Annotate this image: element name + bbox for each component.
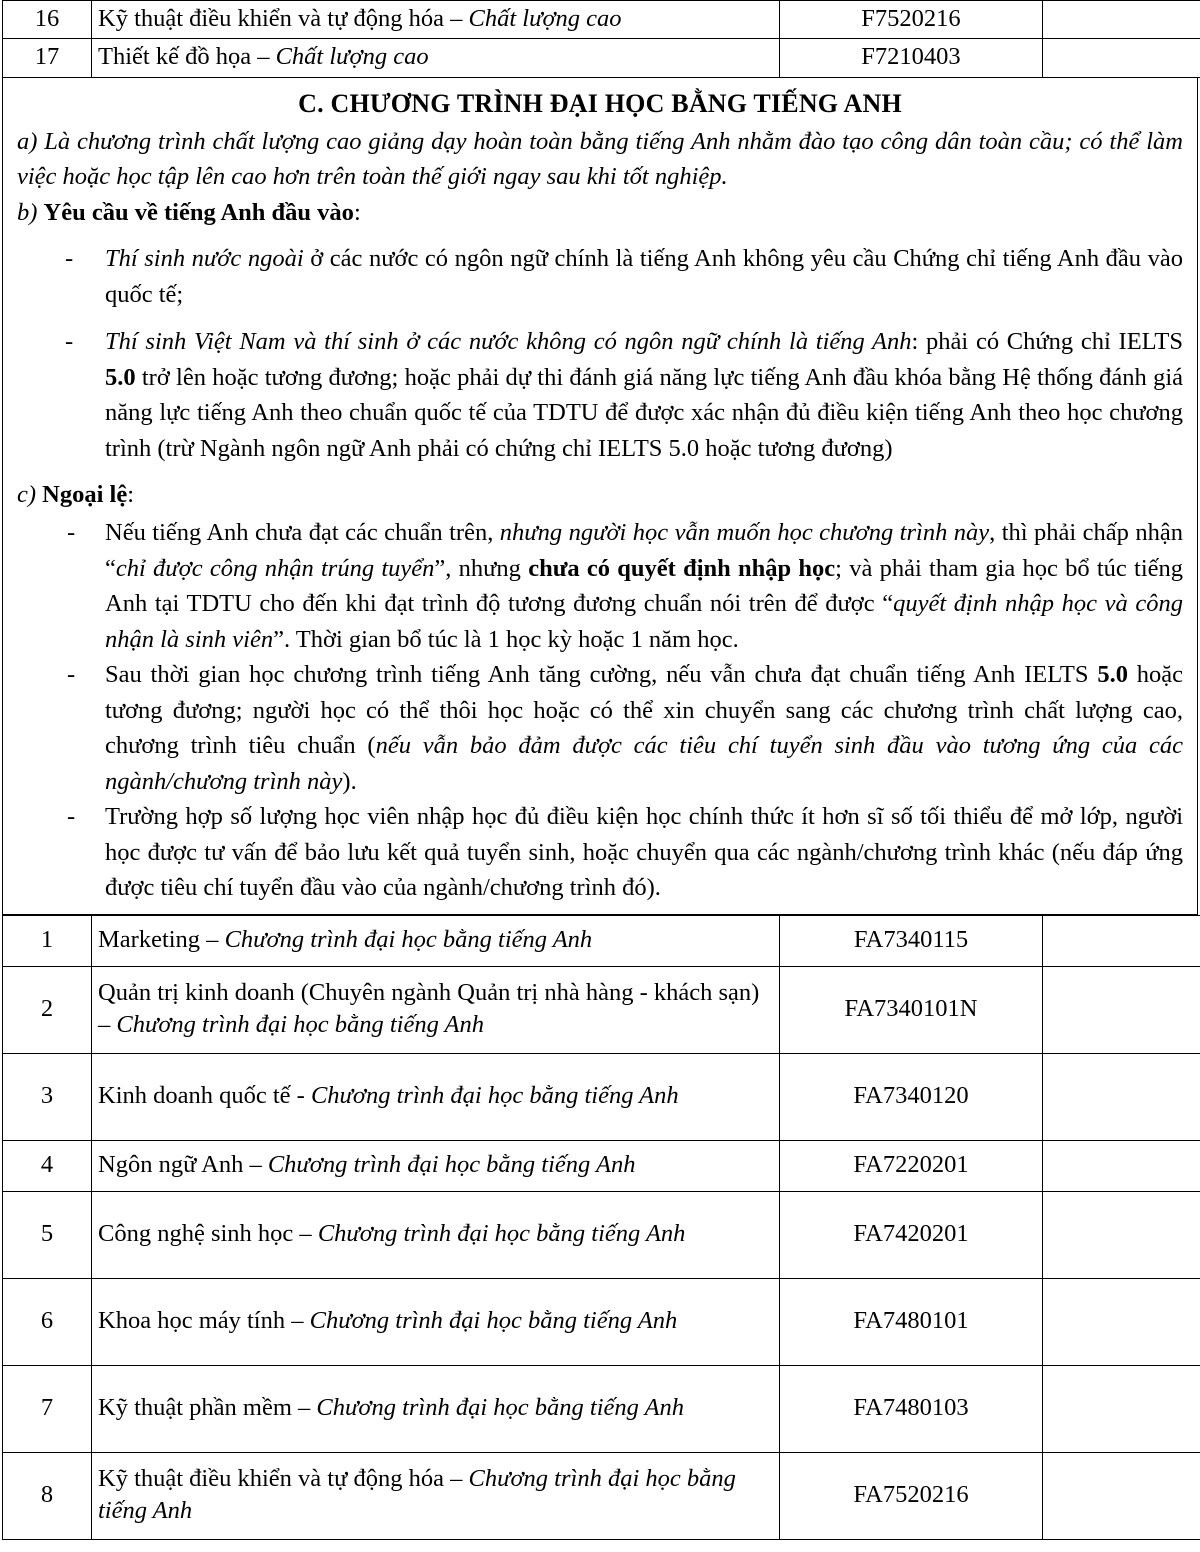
program-name-plain: Kỹ thuật phần mềm – bbox=[98, 1394, 317, 1422]
program-name-plain: Khoa học máy tính – bbox=[98, 1307, 310, 1335]
row-extra-cell bbox=[1043, 1365, 1200, 1452]
list-item bbox=[17, 515, 1183, 657]
program-name-italic: Chương trình đại học bằng tiếng Anh bbox=[317, 1220, 686, 1248]
program-name-italic: Chất lượng cao bbox=[275, 43, 429, 71]
bullet-rest-1: : phải có Chứng chỉ IELTS bbox=[911, 328, 1183, 356]
majors-table-english-program bbox=[2, 915, 1200, 1540]
program-name-italic: Chương trình đại học bằng tiếng Anh bbox=[116, 1010, 484, 1038]
row-extra-cell bbox=[1043, 1140, 1200, 1191]
paragraph-b-marker: b) bbox=[17, 199, 44, 227]
row-extra-cell bbox=[1043, 1278, 1200, 1365]
paragraph-c-heading bbox=[17, 478, 1183, 513]
row-number: 3 bbox=[3, 1053, 92, 1140]
row-extra-cell bbox=[1043, 39, 1200, 77]
row-program-code: FA7220201 bbox=[780, 1140, 1043, 1191]
table-row bbox=[3, 1, 1200, 39]
row-number: 2 bbox=[3, 966, 92, 1053]
bullet-rest-2: trở lên hoặc tương đương; hoặc phải dự thi đánh giá năng lực tiếng Anh đầu khóa bằng Hệ thống đánh giá năng lực tiếng Anh theo chuẩn quốc tế của TDTU để được xác nhận đủ điều kiện tiếng Anh theo học chương trình (trừ Ngành ngôn ngữ Anh phải có chứng chỉ IELTS 5.0 hoặc tương đương) bbox=[105, 363, 1183, 462]
bullet-text-4: ; và phải tham gia học bổ túc tiếng Anh tại TDTU cho đến khi đạt trình độ tương đương chuẩn nói trên để được “ bbox=[105, 554, 1184, 618]
paragraph-b-bold: Yêu cầu về tiếng Anh đầu vào bbox=[43, 199, 354, 227]
row-number: 17 bbox=[3, 39, 92, 77]
row-extra-cell bbox=[1043, 1191, 1200, 1278]
bullet-italic-lead: Thí sinh Việt Nam và thí sinh ở các nước không có ngôn ngữ chính là tiếng Anh bbox=[105, 328, 912, 356]
program-name-plain: Công nghệ sinh học – bbox=[98, 1220, 318, 1248]
program-name-plain: Ngôn ngữ Anh – bbox=[98, 1151, 268, 1179]
table-row bbox=[3, 966, 1200, 1053]
bullet-bold-1: chưa có quyết định nhập học bbox=[528, 554, 836, 582]
row-number: 6 bbox=[3, 1278, 92, 1365]
bullet-text-3: ”, nhưng bbox=[434, 554, 529, 582]
row-program-code: FA7340115 bbox=[780, 915, 1043, 966]
dash-bullet-icon: - bbox=[67, 803, 76, 831]
row-program-code: FA7340101N bbox=[780, 966, 1043, 1053]
program-name-italic: Chương trình đại học bằng tiếng Anh bbox=[267, 1151, 636, 1179]
list-item bbox=[17, 657, 1183, 799]
row-extra-cell bbox=[1043, 915, 1200, 966]
bullet-bold-score: 5.0 bbox=[105, 363, 136, 391]
bullet-list-b bbox=[17, 241, 1183, 466]
dash-bullet-icon: - bbox=[67, 519, 76, 547]
row-extra-cell bbox=[1043, 1, 1200, 39]
bullet-rest: ở các nước có ngôn ngữ chính là tiếng Anh không yêu cầu Chứng chỉ tiếng Anh đầu vào quốc tế; bbox=[105, 245, 1183, 308]
list-item bbox=[17, 241, 1183, 312]
bullet-text-1: Sau thời gian học chương trình tiếng Anh tăng cường, nếu vẫn chưa đạt chuẩn tiếng Anh IELTS bbox=[105, 661, 1098, 689]
bullet-text-1: Nếu tiếng Anh chưa đạt các chuẩn trên, bbox=[105, 519, 500, 547]
program-name-plain: Kỹ thuật điều khiển và tự động hóa – bbox=[98, 5, 469, 32]
bullet-italic-1: nếu vẫn bảo đảm được các tiêu chí tuyển sinh đầu vào tương ứng của các ngành/chương trình này bbox=[105, 732, 1183, 795]
row-extra-cell bbox=[1043, 1053, 1200, 1140]
row-program-name bbox=[92, 1, 780, 39]
row-extra-cell bbox=[1043, 966, 1200, 1053]
section-title: C. CHƯƠNG TRÌNH ĐẠI HỌC BẰNG TIẾNG ANH bbox=[298, 88, 902, 118]
section-c-block bbox=[2, 78, 1198, 915]
row-program-name bbox=[92, 1278, 780, 1365]
list-item bbox=[17, 799, 1183, 906]
row-program-name bbox=[92, 1452, 780, 1539]
program-name-plain: Kỹ thuật điều khiển và tự động hóa – bbox=[98, 1465, 469, 1493]
bullet-italic-lead: Thí sinh nước ngoài bbox=[105, 245, 304, 273]
row-program-name bbox=[92, 1365, 780, 1452]
paragraph-c-marker: c) bbox=[17, 481, 43, 509]
row-program-name bbox=[92, 915, 780, 966]
program-name-italic: Chương trình đại học bằng tiếng Anh bbox=[309, 1307, 678, 1335]
table-row bbox=[3, 1053, 1200, 1140]
bullet-text-2: hoặc tương đương; người học có thể thôi học hoặc có thể xin chuyển sang các chương trình chất lượng cao, chương trình tiêu chuẩn ( bbox=[105, 661, 1184, 760]
row-extra-cell bbox=[1043, 1452, 1200, 1539]
majors-table-high-quality bbox=[2, 0, 1200, 78]
table-row bbox=[3, 39, 1200, 77]
row-number: 1 bbox=[3, 915, 92, 966]
program-name-plain: Thiết kế đồ họa – bbox=[98, 43, 276, 71]
list-item bbox=[17, 324, 1183, 466]
paragraph-b-tail: : bbox=[353, 199, 361, 227]
row-program-code: F7210403 bbox=[780, 39, 1043, 77]
program-name-plain: Quản trị kinh doanh (Chuyên ngành Quản trị nhà hàng - khách sạn) – bbox=[98, 979, 760, 1038]
row-program-code: FA7420201 bbox=[780, 1191, 1043, 1278]
row-number: 5 bbox=[3, 1191, 92, 1278]
bullet-list-c bbox=[17, 515, 1183, 906]
paragraph-a: a) Là chương trình chất lượng cao giảng dạy hoàn toàn bằng tiếng Anh nhằm đào tạo công dân toàn cầu; có thể làm việc hoặc học tập lên cao hơn trên toàn thế giới ngay sau khi tốt nghiệp. bbox=[17, 127, 1183, 190]
dash-bullet-icon: - bbox=[65, 245, 74, 273]
table-row bbox=[3, 1452, 1200, 1539]
row-program-name bbox=[92, 39, 780, 77]
table-row bbox=[3, 1278, 1200, 1365]
bullet-text-1: Trường hợp số lượng học viên nhập học đủ điều kiện học chính thức ít hơn sĩ số tối thiểu để mở lớp, người học được tư vấn để bảo lưu kết quả tuyển sinh, hoặc chuyển qua các ngành/chương trình khác (nếu đáp ứng được tiêu chí tuyển đầu vào của ngành/chương trình đó). bbox=[105, 803, 1183, 902]
program-name-italic: Chương trình đại học bằng tiếng Anh bbox=[224, 926, 593, 954]
bullet-italic-1: nhưng người học vẫn muốn học chương trình này bbox=[499, 519, 990, 547]
dash-bullet-icon: - bbox=[65, 328, 74, 356]
program-name-italic: Chương trình đại học bằng tiếng Anh bbox=[98, 1465, 736, 1524]
paragraph-c-bold: Ngoại lệ bbox=[42, 481, 128, 509]
row-program-code: FA7340120 bbox=[780, 1053, 1043, 1140]
bullet-bold-score: 5.0 bbox=[1097, 661, 1128, 689]
bullet-text-3: ). bbox=[342, 767, 357, 795]
bullet-italic-3: quyết định nhập học và công nhận là sinh viên bbox=[105, 590, 1183, 653]
program-name-italic: Chương trình đại học bằng tiếng Anh bbox=[310, 1082, 679, 1110]
program-name-plain: Kinh doanh quốc tế - bbox=[98, 1082, 311, 1110]
program-name-plain: Marketing – bbox=[98, 926, 225, 954]
table-row bbox=[3, 1191, 1200, 1278]
table-row bbox=[3, 915, 1200, 966]
row-program-code: FA7520216 bbox=[780, 1452, 1043, 1539]
row-number: 16 bbox=[3, 1, 92, 39]
row-program-name bbox=[92, 1191, 780, 1278]
dash-bullet-icon: - bbox=[67, 661, 76, 689]
bullet-text-5: ”. Thời gian bổ túc là 1 học kỳ hoặc 1 năm học. bbox=[273, 625, 739, 653]
row-program-name bbox=[92, 966, 780, 1053]
paragraph-b-heading bbox=[17, 196, 1183, 231]
paragraph-c-tail: : bbox=[127, 481, 135, 509]
row-program-code: FA7480101 bbox=[780, 1278, 1043, 1365]
table-row bbox=[3, 1140, 1200, 1191]
bullet-text-2: , thì phải chấp nhận “ bbox=[105, 519, 1183, 582]
bullet-italic-2: chỉ được công nhận trúng tuyển bbox=[115, 554, 435, 582]
program-name-italic: Chương trình đại học bằng tiếng Anh bbox=[316, 1394, 685, 1422]
table-row bbox=[3, 1365, 1200, 1452]
row-program-name bbox=[92, 1053, 780, 1140]
row-number: 7 bbox=[3, 1365, 92, 1452]
row-number: 8 bbox=[3, 1452, 92, 1539]
row-program-name bbox=[92, 1140, 780, 1191]
row-program-code: F7520216 bbox=[780, 1, 1043, 39]
row-number: 4 bbox=[3, 1140, 92, 1191]
row-program-code: FA7480103 bbox=[780, 1365, 1043, 1452]
program-name-italic: Chất lượng cao bbox=[468, 5, 622, 32]
